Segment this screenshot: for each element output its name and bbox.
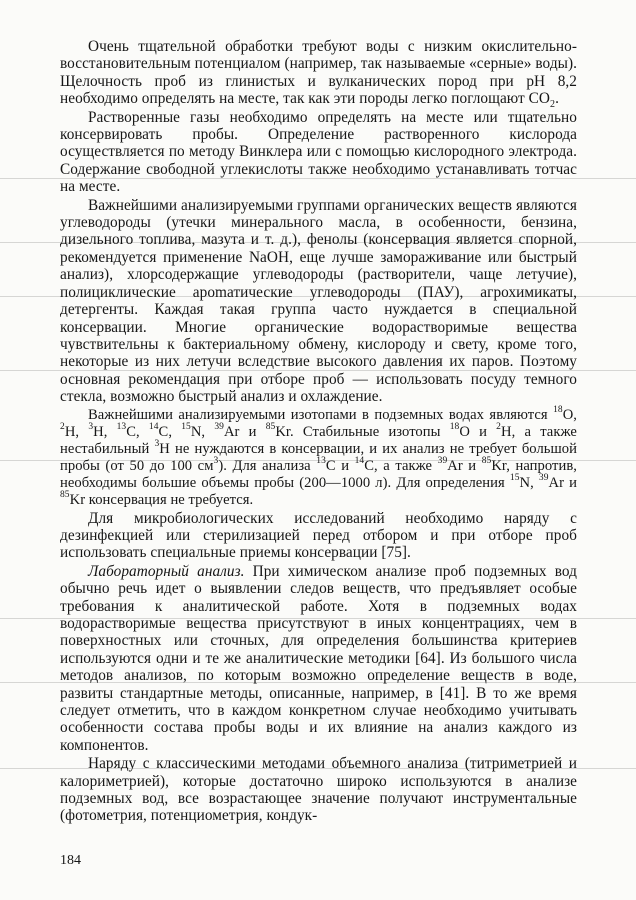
paragraph-laboratory-analysis: Лабораторный анализ. При химическом анализе проб подземных вод обычно речь идет о выявлении следов веществ, что предъявляет особые требования к аналитической работе. Хотя в подземных водах водорастворимые вещества присутствуют в иных концентрациях, чем в поверхностных или сточных, для определения большинства критериев используются одни и те же аналитические методики [64]. Из большого числа методов анализов, по которым возможно определение веществ в воде, развиты стандартные методы, описанные, например, в [41]. В то же время следует отметить, что в каждом конкретном случае необходимо учитывать особенности состава пробы воды и их влияние на анализ каждого из компонентов.: [60, 562, 577, 754]
section-heading-laboratory-analysis: Лабораторный анализ.: [88, 562, 245, 580]
page-body: [60, 38, 577, 825]
paragraph-dissolved-gases: Растворенные газы необходимо определять на месте или тщательно консервировать пробы. Определение растворенного кислорода осуществляется по методу Винклера или с помощью кислородного электрода. Содержание свободной углекислоты также необходимо устанавливать тотчас на месте.: [60, 108, 577, 196]
paragraph-microbiology: Для микробиологических исследований необходимо наряду с дезинфекцией или стерилизацией перед отбором и при отборе проб использовать специальные приемы консервации [75].: [60, 509, 577, 562]
page-number: 184: [60, 853, 81, 868]
paragraph-classical-methods: Наряду с классическими методами объемного анализа (титриметрией и калориметрией), которые достаточно широко используются в анализе подземных вод, все возрастающее значение получают инструментальные (фотометрия, потенциометрия, кондук-: [60, 755, 577, 825]
paragraph-water-treatment: Очень тщательной обработки требуют воды с низким окислительно-восстановительным потенциалом (например, так называемые «серные» воды). Щелочность проб из глинистых и вулканических пород при pH 8,2 необходимо определять на месте, так как эти породы легко поглощают $CO_2$.: [60, 38, 577, 111]
paragraph-organic-substances: Важнейшими анализируемыми группами органических веществ являются углеводороды (утечки минерального масла, в особенности, бензина, дизельного топлива, мазута и т. д.), фенолы (консервация является спорной, рекомендуется применение NaOH, еще лучше замораживание или быстрый анализ), хлорсодержащие углеводороды (растворители, чаще летучие), полициклические ароmатические углеводороды (ПАУ), агрохимикаты, детергенты. Каждая такая группа часто нуждается в специальной консервации. Многие органические водорастворимые вещества чувствительны к бактериальному обмену, кислороду и свету, кроме того, некоторые из них летучи вследствие высокого давления их паров. Поэтому основная рекомендация при отборе проб — использовать посуду темного стекла, возможно быстрый анализ и охлаждение.: [60, 196, 577, 406]
paragraph-isotopes: Важнейшими анализируемыми изотопами в подземных водах являются $^{18}$O, $^2$H, $^3$H, $^{13}$C, $^{14}$C, $^{15}$N, $^{39}$Ar и $^{85}$Kr. Стабильные изотопы $^{18}$O и $^2$H, а также нестабильный $^3$H не нуждаются в консервации, и их анализ не требует большой пробы (от 50 до 100 $см^3$). Для анализа $^{13}$C и $^{14}$C, а также $^{39}$Ar и $^{85}$Kr, напротив, необходимы большие объемы пробы (200—1000 л). Для определения $^{15}$N, $^{39}$Ar и $^{85}$Kr консервация не требуется.: [60, 404, 577, 508]
